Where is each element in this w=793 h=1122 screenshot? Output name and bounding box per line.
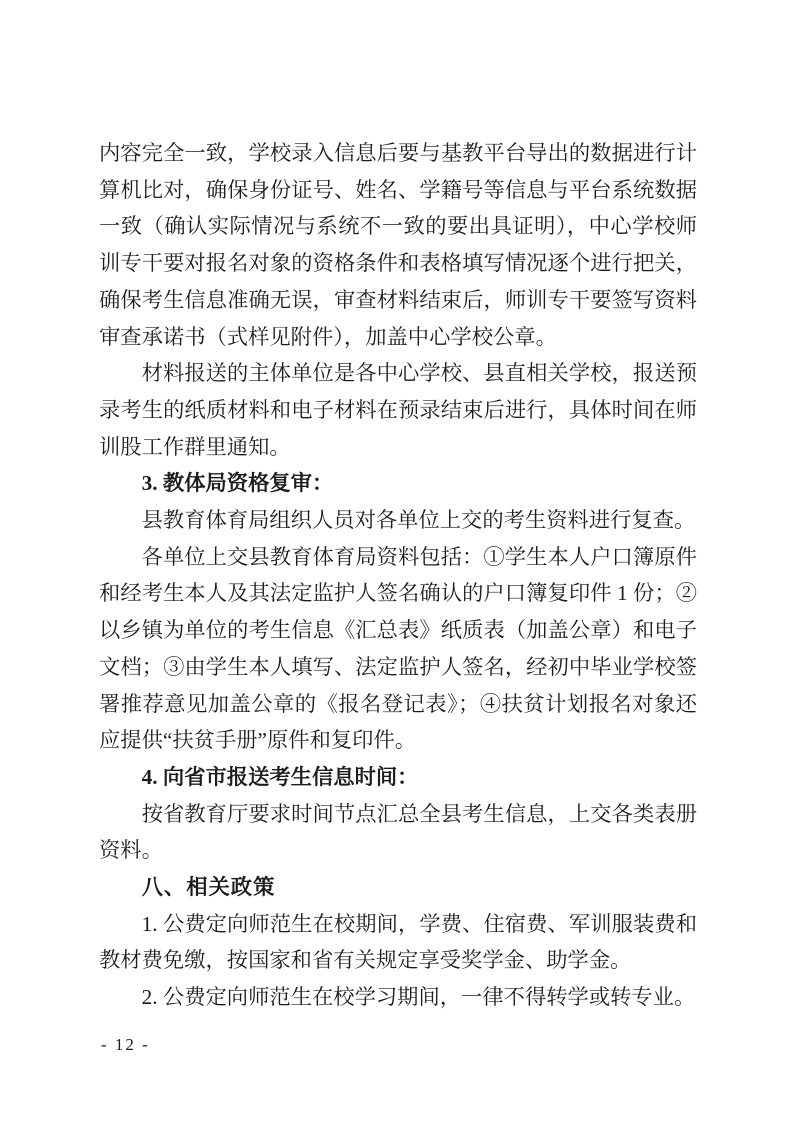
document-body (99, 135, 697, 1016)
page-number: - 12 - (101, 1035, 150, 1054)
paragraph-policy-no-transfer: 2. 公费定向师范生在校学习期间，一律不得转学或转专业。 (141, 985, 696, 1010)
paragraph-recheck-by-bureau: 县教育体育局组织人员对各单位上交的考生资料进行复查。 (141, 508, 696, 533)
heading-report-to-province-time: 4. 向省市报送考生信息时间： (141, 764, 419, 789)
heading-bureau-requalification: 3. 教体局资格复审： (141, 471, 334, 496)
heading-related-policies: 八、相关政策 (141, 875, 276, 900)
paragraph-data-verification-continued: 内容完全一致，学校录入信息后要与基教平台导出的数据进行计算机比对，确保身份证号、姓名、学籍号等信息与平台系统数据一致（确认实际情况与系统不一致的要出具证明），中心学校师训专干要对报名对象的资格条件和表格填写情况逐个进行把关，确保考生信息准确无误，审查材料结束后，师训专干要签写资料审查承诺书（式样见附件），加盖中心学校公章。 (99, 141, 697, 349)
paragraph-policy-tuition-waiver: 1. 公费定向师范生在校期间，学费、住宿费、军训服装费和教材费免缴，按国家和省有关规定享受奖学金、助学金。 (99, 911, 697, 973)
paragraph-required-materials-list: 各单位上交县教育体育局资料包括：①学生本人户口簿原件和经考生本人及其法定监护人签名确认的户口簿复印件 1 份；②以乡镇为单位的考生信息《汇总表》纸质表（加盖公章）和电子文档；③由学生本人填写、法定监护人签名，经初中毕业学校签署推荐意见加盖公章的《报名登记表》；④扶贫计划报名对象还应提供“扶贫手册”原件和复印件。 (99, 544, 697, 753)
paragraph-report-to-province-body: 按省教育厅要求时间节点汇总全县考生信息，上交各类表册资料。 (99, 801, 697, 863)
page-footer (101, 1035, 150, 1055)
paragraph-material-submission: 材料报送的主体单位是各中心学校、县直相关学校，报送预录考生的纸质材料和电子材料在预录结束后进行，具体时间在师训股工作群里通知。 (99, 361, 697, 459)
